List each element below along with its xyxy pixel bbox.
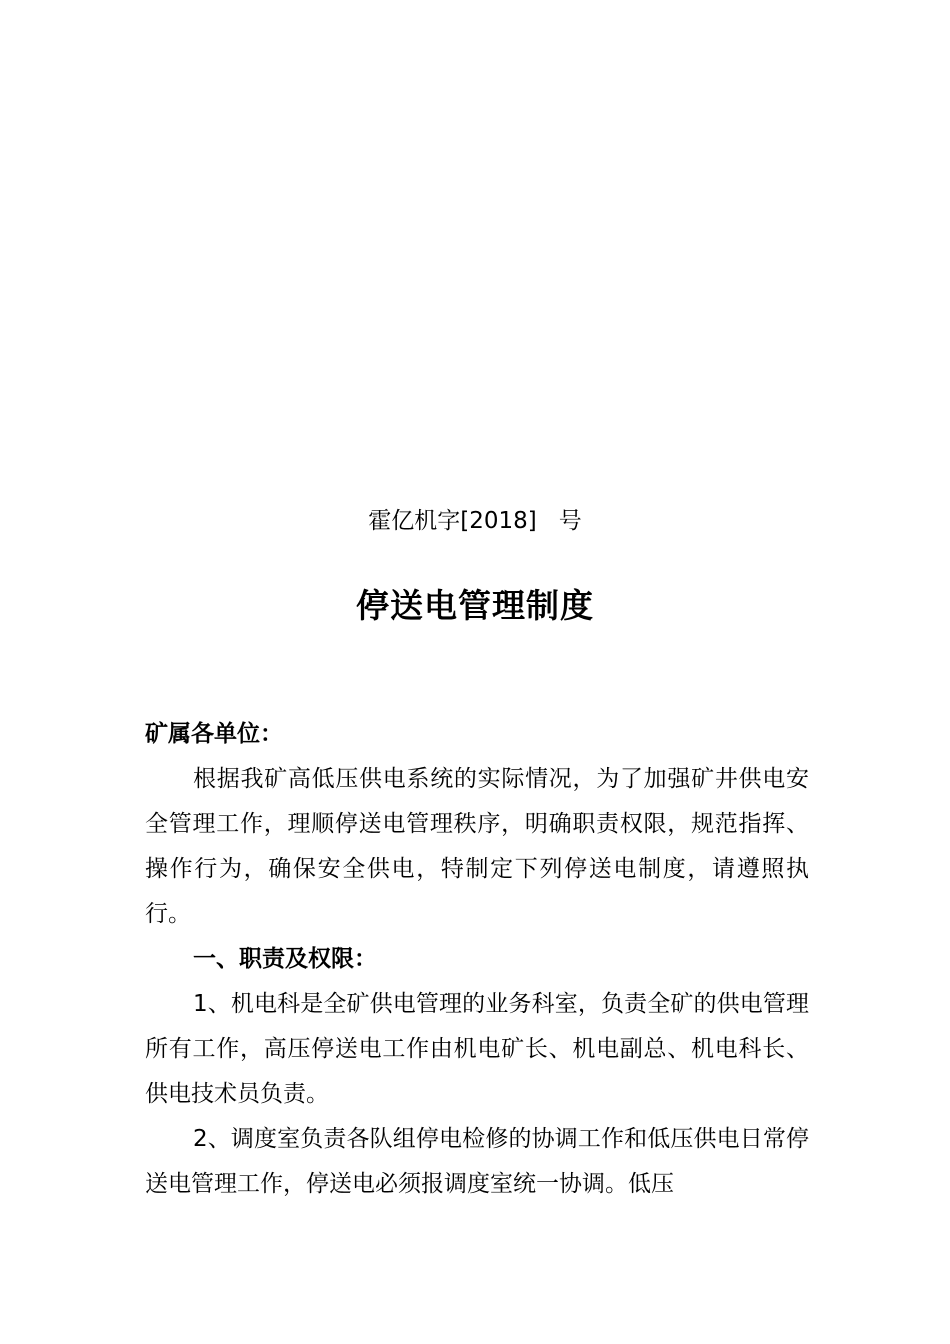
list-item: 2、调度室负责各队组停电检修的协调工作和低压供电日常停送电管理工作，停送电必须报调度室统一协调。低压 [145,1126,809,1197]
document-body [145,712,809,1207]
list-item: 1、机电科是全矿供电管理的业务科室，负责全矿的供电管理所有工作，高压停送电工作由机电矿长、机电副总、机电科长、供电技术员负责。 [145,991,809,1107]
section-heading-responsibilities: 一、职责及权限： [193,946,377,972]
document-title: 停送电管理制度 [356,586,594,625]
addressee-line: 矿属各单位： [145,721,283,747]
intro-paragraph: 根据我矿高低压供电系统的实际情况，为了加强矿井供电安全管理工作，理顺停送电管理秩序，明确职责权限，规范指挥、操作行为，确保安全供电，特制定下列停送电制度，请遵照执行。 [145,766,809,927]
document-number: 霍亿机字[2018] 号 [368,508,582,534]
